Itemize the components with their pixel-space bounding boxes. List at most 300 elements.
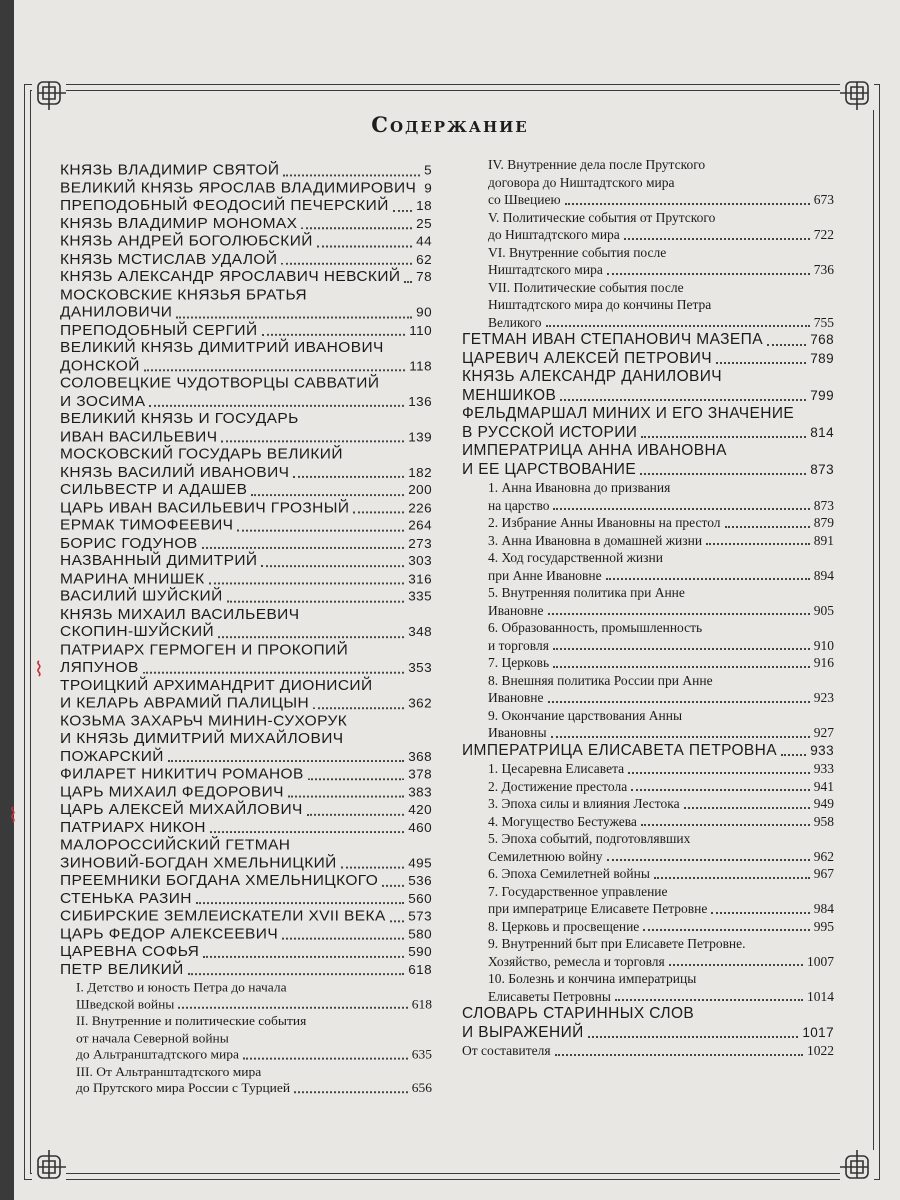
toc-entry-text: ВЕЛИКИЙ КНЯЗЬ ДИМИТРИЙ ИВАНОВИЧ [60, 339, 384, 356]
dot-leader [607, 273, 810, 275]
dot-leader [294, 1091, 408, 1093]
toc-page-number: 573 [408, 908, 432, 924]
toc-entry-text: ПАТРИАРХ ГЕРМОГЕН И ПРОКОПИЙ [60, 641, 349, 658]
toc-entry [60, 784, 432, 802]
dot-leader [606, 578, 810, 580]
toc-page-number: 536 [408, 873, 432, 888]
toc-entry-text: МОСКОВСКИЙ ГОСУДАРЬ ВЕЛИКИЙ [60, 446, 343, 463]
toc-entry-text: 9. Внутренний быт при Елисавете Петровне. [488, 936, 746, 951]
toc-entry [60, 198, 432, 216]
dot-leader [301, 227, 412, 229]
toc-entry [60, 1063, 432, 1097]
dot-leader [293, 476, 404, 478]
toc-page-number: 9 [424, 180, 433, 196]
dot-leader [624, 238, 810, 240]
toc-entry [462, 778, 834, 796]
toc-entry-text: ИМПЕРАТРИЦА ЕЛИСАВЕТА ПЕТРОВНА [462, 741, 778, 759]
toc-entry-text: 8. Внешняя политика России при Анне [488, 672, 713, 688]
toc-entry-text: 6. Эпоха Семилетней войны [488, 866, 650, 881]
toc-page-number: 5 [424, 162, 432, 178]
toc-entry-text: От составителя [462, 1043, 551, 1058]
toc-page-number: 1014 [807, 988, 834, 1004]
toc-entry-text: КНЯЗЬ МСТИСЛАВ УДАЛОЙ [60, 250, 278, 268]
toc-entry-text: И ЕЕ ЦАРСТВОВАНИЕ [462, 460, 637, 478]
toc-entry-text: ВЕЛИКИЙ КНЯЗЬ И ГОСУДАРЬ [60, 410, 299, 427]
toc-entry-text: и торговля [488, 637, 549, 653]
corner-ornament-bottom-right [840, 1150, 874, 1184]
dot-leader [781, 754, 806, 756]
toc-page-number: 768 [810, 332, 834, 347]
toc-page-number: 139 [408, 429, 432, 444]
dot-leader [353, 511, 404, 513]
toc-entry-text: ФИЛАРЕТ НИКИТИЧ РОМАНОВ [60, 765, 304, 783]
dot-leader [143, 671, 405, 673]
toc-entry-text: МЕНШИКОВ [462, 386, 557, 404]
dot-leader [706, 543, 810, 545]
dot-leader [716, 362, 806, 364]
toc-entry-text: ПАТРИАРХ НИКОН [60, 819, 206, 836]
toc-entry [60, 482, 432, 500]
dot-leader [144, 369, 405, 371]
dot-leader [628, 772, 810, 774]
toc-entry [60, 411, 432, 447]
toc-entry-text: 7. Государственное управление [488, 883, 668, 899]
toc-entry-text: ЦАРЬ АЛЕКСЕЙ МИХАЙЛОВИЧ [60, 801, 303, 818]
toc-left-column [60, 162, 432, 1097]
dot-leader [262, 334, 406, 336]
dot-leader [149, 405, 404, 407]
toc-entry-text: ТРОИЦКИЙ АРХИМАНДРИТ ДИОНИСИЙ [60, 677, 373, 694]
toc-entry [60, 713, 432, 766]
dot-leader [548, 613, 810, 615]
toc-entry [462, 883, 834, 918]
toc-entry-text: ПРЕЕМНИКИ БОГДАНА ХМЕЛЬНИЦКОГО [60, 872, 379, 889]
toc-entry-text: Ивановне [488, 690, 544, 705]
toc-page-number: 136 [408, 393, 432, 409]
toc-entry-text: МОСКОВСКИЕ КНЯЗЬЯ БРАТЬЯ [60, 286, 307, 303]
corner-ornament-top-right [840, 76, 874, 110]
toc-entry [60, 677, 432, 713]
toc-entry-text: СЛОВАРЬ СТАРИННЫХ СЛОВ [462, 1005, 695, 1022]
toc-entry [462, 156, 834, 209]
toc-entry-text: 2. Избрание Анны Ивановны на престол [488, 515, 721, 530]
toc-page-number: 335 [408, 589, 432, 604]
toc-page-number: 590 [408, 944, 432, 959]
dot-leader [281, 263, 412, 265]
toc-entry-text: 5. Внутренняя политика при Анне [488, 585, 685, 600]
toc-entry [60, 961, 432, 979]
toc-entry [60, 606, 432, 642]
toc-page-number: 910 [813, 637, 834, 653]
toc-page-number: 460 [408, 820, 432, 835]
toc-entry [462, 918, 834, 936]
toc-entry [60, 837, 432, 873]
toc-entry-text: Шведской войны [76, 996, 175, 1012]
dot-leader [767, 344, 806, 346]
toc-entry [462, 935, 834, 970]
toc-page-number: 264 [408, 518, 432, 533]
dot-leader [548, 701, 810, 703]
toc-page-number: 353 [408, 660, 432, 675]
toc-entry-text: 3. Анна Ивановна в домашней жизни [488, 532, 703, 548]
toc-entry-text: 4. Ход государственной жизни [488, 550, 663, 565]
toc-entry-text: Ништадтского мира до кончины Петра [488, 297, 712, 312]
toc-page-number: 78 [416, 269, 432, 284]
toc-page-number: 949 [813, 796, 834, 811]
toc-entry [462, 584, 834, 619]
dot-leader [551, 736, 810, 738]
toc-entry [60, 943, 432, 961]
toc-page-number: 1007 [807, 953, 834, 969]
toc-page-number: 736 [813, 262, 834, 277]
toc-entry-text: V. Политические события от Прутского [488, 209, 716, 225]
toc-page-number: 368 [408, 749, 432, 764]
toc-page-number: 873 [810, 461, 834, 477]
toc-entry-text: Великого [488, 314, 542, 330]
toc-page-number: 873 [813, 497, 834, 513]
dot-leader [282, 938, 404, 940]
dot-leader [641, 436, 806, 438]
toc-entry-text: В РУССКОЙ ИСТОРИИ [462, 423, 638, 441]
dot-leader [546, 325, 810, 327]
toc-entry [462, 405, 834, 442]
toc-entry-text: до Прутского мира России с Турцией [76, 1080, 291, 1096]
toc-page-number: 916 [813, 655, 834, 670]
toc-page-number: 378 [408, 766, 432, 782]
toc-page-number: 44 [416, 234, 432, 249]
dot-leader [168, 760, 404, 762]
dot-leader [684, 807, 810, 809]
toc-page-number: 1017 [802, 1024, 834, 1040]
red-pen-mark-2: ⌇ [8, 805, 18, 827]
toc-entry-text: 10. Болезнь и кончина императрицы [488, 971, 697, 986]
corner-ornament-top-left [32, 76, 66, 110]
toc-entry-text: I. Детство и юность Петра до начала [76, 979, 287, 995]
dot-leader [307, 813, 405, 815]
toc-page-number: 673 [813, 192, 834, 207]
toc-page-number: 891 [813, 532, 834, 548]
dot-leader [210, 831, 404, 833]
toc-entry [462, 368, 834, 405]
dot-leader [641, 824, 810, 826]
dot-leader [560, 399, 806, 401]
dot-leader [341, 867, 405, 869]
toc-page-number: 984 [813, 901, 834, 916]
toc-entry-text: до Ништадтского мира [488, 227, 620, 242]
toc-entry-text: ПРЕПОДОБНЫЙ СЕРГИЙ [60, 321, 258, 339]
toc-entry [462, 1005, 834, 1042]
toc-entry [462, 970, 834, 1005]
toc-page-number: 814 [810, 424, 834, 440]
toc-entry-text: II. Внутренние и политические события [76, 1013, 307, 1028]
dot-leader [178, 1007, 407, 1009]
toc-entry [60, 251, 432, 269]
toc-page-number: 383 [408, 784, 432, 799]
toc-entry-text: 9. Окончание царствования Анны [488, 707, 683, 723]
toc-entry [462, 760, 834, 778]
toc-page-number: 967 [813, 866, 834, 881]
toc-entry [60, 588, 432, 606]
toc-page-number: 618 [408, 962, 432, 977]
toc-entry [60, 286, 432, 322]
dot-leader [553, 508, 809, 510]
toc-entry-text: III. От Альтранштадтского мира [76, 1063, 262, 1079]
toc-page-number: 722 [813, 227, 834, 242]
toc-page-number: 62 [416, 251, 432, 267]
toc-entry [60, 553, 432, 571]
toc-entry [60, 233, 432, 251]
toc-entry-text: И ЗОСИМА [60, 392, 146, 410]
toc-page-number: 580 [408, 926, 432, 942]
dot-leader [218, 636, 404, 638]
dot-leader [553, 648, 810, 650]
toc-entry [60, 180, 432, 198]
toc-page-number: 182 [408, 464, 432, 480]
toc-entry-text: при Анне Ивановне [488, 567, 602, 583]
toc-page-number: 995 [813, 918, 834, 934]
toc-entry-text: ВЕЛИКИЙ КНЯЗЬ ЯРОСЛАВ ВЛАДИМИРОВИЧ [60, 179, 417, 197]
toc-page-number: 879 [813, 515, 834, 530]
dot-leader [196, 902, 404, 904]
toc-entry-text: 3. Эпоха силы и влияния Лестока [488, 796, 680, 811]
toc-entry-text: 2. Достижение престола [488, 778, 628, 794]
toc-entry [462, 331, 834, 350]
toc-entry [462, 672, 834, 707]
toc-entry [462, 479, 834, 514]
toc-page-number: 226 [408, 500, 432, 515]
toc-entry-text: VII. Политические события после [488, 279, 684, 295]
corner-ornament-bottom-left [32, 1150, 66, 1184]
toc-entry-text: ЦАРЬ ФЕДОР АЛЕКСЕЕВИЧ [60, 925, 279, 942]
dot-leader [553, 666, 810, 668]
toc-entry-text: ЦАРЕВНА СОФЬЯ [60, 943, 200, 960]
toc-page-number: 894 [813, 567, 834, 583]
dot-leader [317, 245, 412, 247]
toc-page-number: 962 [813, 848, 834, 864]
toc-entry-text: ВАСИЛИЙ ШУЙСКИЙ [60, 588, 223, 605]
toc-entry [60, 322, 432, 340]
toc-entry [462, 619, 834, 654]
dot-leader [725, 526, 810, 528]
toc-entry [60, 215, 432, 233]
toc-page-number: 110 [409, 322, 432, 338]
toc-entry [60, 890, 432, 908]
dot-leader [313, 707, 404, 709]
toc-entry-text: ПЕТР ВЕЛИКИЙ [60, 961, 184, 978]
toc-page-number: 495 [408, 855, 432, 870]
toc-entry-text: 4. Могущество Бестужева [488, 813, 637, 829]
toc-entry-text: И КЕЛАРЬ АВРАМИЙ ПАЛИЦЫН [60, 694, 310, 712]
toc-entry-text: на царство [488, 497, 550, 513]
toc-entry-text: ГЕТМАН ИВАН СТЕПАНОВИЧ МАЗЕПА [462, 331, 763, 348]
toc-page-number: 560 [408, 891, 432, 906]
toc-page-number: 789 [810, 350, 834, 366]
dot-leader [588, 1036, 799, 1038]
toc-entry-text: ПОЖАРСКИЙ [60, 748, 164, 765]
dot-leader [669, 964, 803, 966]
toc-page-number: 933 [810, 742, 834, 758]
toc-entry-text: СИЛЬВЕСТР И АДАШЕВ [60, 481, 248, 498]
toc-entry-text: от начала Северной войны [76, 1030, 229, 1045]
toc-page-number: 348 [408, 624, 432, 640]
toc-entry [60, 535, 432, 553]
toc-entry-text: КНЯЗЬ АЛЕКСАНДР ЯРОСЛАВИЧ НЕВСКИЙ [60, 268, 401, 285]
dot-leader [243, 1057, 408, 1059]
toc-page-number: 923 [813, 690, 834, 705]
toc-entry-text: КНЯЗЬ МИХАИЛ ВАСИЛЬЕВИЧ [60, 606, 300, 623]
toc-right-column [462, 156, 834, 1060]
toc-entry [462, 209, 834, 244]
toc-entry [462, 350, 834, 369]
toc-page-number: 958 [813, 813, 834, 829]
dot-leader [640, 473, 806, 475]
dot-leader [288, 796, 404, 798]
toc-entry [462, 707, 834, 742]
toc-entry-text: Ништадтского мира [488, 262, 603, 277]
toc-entry [60, 872, 432, 890]
toc-entry-text: КНЯЗЬ АЛЕКСАНДР ДАНИЛОВИЧ [462, 368, 723, 385]
dot-leader [227, 600, 405, 602]
toc-entry-text: 1. Цесаревна Елисавета [488, 761, 625, 776]
toc-entry-text: МАРИНА МНИШЕК [60, 570, 205, 587]
toc-entry [60, 499, 432, 517]
dot-leader [283, 174, 420, 176]
toc-entry [462, 865, 834, 883]
dot-leader [615, 999, 803, 1001]
toc-page-number: 941 [813, 778, 834, 794]
toc-entry [60, 269, 432, 287]
toc-page-number: 618 [411, 996, 432, 1012]
toc-entry-text: 1. Анна Ивановна до призвания [488, 480, 671, 495]
toc-entry-text: IV. Внутренние дела после Прутского [488, 157, 706, 172]
dot-leader [261, 565, 404, 567]
toc-entry [462, 442, 834, 479]
toc-page-number: 25 [416, 216, 432, 231]
dot-leader [176, 316, 412, 318]
dot-leader [237, 529, 404, 531]
toc-page-number: 18 [416, 198, 432, 213]
page-title: Содержание [371, 112, 529, 137]
toc-entry-text: VI. Внутренние события после [488, 244, 667, 260]
toc-page-number: 273 [408, 535, 432, 551]
toc-entry [462, 830, 834, 865]
toc-entry [60, 979, 432, 1013]
toc-entry-text: КНЯЗЬ АНДРЕЙ БОГОЛЮБСКИЙ [60, 233, 313, 250]
toc-entry [462, 654, 834, 672]
toc-entry-text: ДОНСКОЙ [60, 357, 140, 374]
dot-leader [711, 912, 809, 914]
toc-entry [462, 742, 834, 761]
toc-entry [462, 244, 834, 279]
toc-entry-text: Елисаветы Петровны [488, 988, 611, 1004]
toc-entry [60, 766, 432, 784]
toc-entry [462, 514, 834, 532]
toc-entry-text: КНЯЗЬ ВАСИЛИЙ ИВАНОВИЧ [60, 463, 290, 481]
toc-entry-text: 6. Образованность, промышленность [488, 620, 703, 635]
toc-entry-text: ЛЯПУНОВ [60, 659, 139, 676]
toc-entry [60, 801, 432, 819]
toc-page-number: 362 [408, 695, 432, 711]
toc-entry [462, 279, 834, 332]
toc-entry-text: СКОПИН-ШУЙСКИЙ [60, 623, 215, 641]
toc-entry-text: ИМПЕРАТРИЦА АННА ИВАНОВНА [462, 442, 727, 459]
toc-entry [60, 446, 432, 482]
dot-leader [308, 778, 405, 780]
toc-entry [60, 517, 432, 535]
toc-entry [60, 340, 432, 376]
toc-entry [462, 813, 834, 831]
dot-leader [209, 582, 405, 584]
toc-entry-text: ИВАН ВАСИЛЬЕВИЧ [60, 428, 218, 445]
dot-leader [555, 1054, 803, 1056]
toc-page-number: 933 [813, 761, 834, 776]
dot-leader [390, 920, 405, 922]
dot-leader [188, 973, 405, 975]
toc-entry-text: БОРИС ГОДУНОВ [60, 534, 198, 552]
toc-page-number: 755 [813, 314, 834, 330]
toc-entry-text: ЦАРЬ ИВАН ВАСИЛЬЕВИЧ ГРОЗНЫЙ [60, 499, 350, 516]
dot-leader [203, 955, 404, 957]
dot-leader [565, 203, 810, 205]
toc-entry [60, 570, 432, 588]
toc-entry-text: ДАНИЛОВИЧИ [60, 304, 173, 321]
toc-entry [462, 1042, 834, 1060]
toc-entry-text: со Швециею [488, 192, 561, 207]
toc-entry-text: ЗИНОВИЙ-БОГДАН ХМЕЛЬНИЦКИЙ [60, 854, 337, 871]
toc-entry-text: 5. Эпоха событий, подготовлявших [488, 831, 691, 846]
dot-leader [643, 929, 809, 931]
toc-entry [60, 926, 432, 944]
toc-entry-text: КНЯЗЬ ВЛАДИМИР МОНОМАХ [60, 215, 298, 232]
dot-leader [221, 440, 404, 442]
toc-entry-text: до Альтранштадтского мира [76, 1047, 239, 1062]
dot-leader [404, 281, 412, 283]
toc-entry-text: СОЛОВЕЦКИЕ ЧУДОТВОРЦЫ САВВАТИЙ [60, 375, 380, 392]
toc-entry [462, 549, 834, 584]
toc-entry-text: И ВЫРАЖЕНИЙ [462, 1023, 584, 1041]
toc-entry-text: Хозяйство, ремесла и торговля [488, 953, 665, 969]
toc-entry-text: 7. Церковь [488, 655, 550, 670]
toc-page-number: 420 [408, 802, 432, 817]
toc-page-number: 905 [813, 602, 834, 618]
toc-entry-text: НАЗВАННЫЙ ДИМИТРИЙ [60, 552, 258, 570]
toc-entry [60, 908, 432, 926]
toc-page-number: 316 [408, 571, 432, 586]
dot-leader [607, 859, 810, 861]
toc-entry [462, 532, 834, 550]
toc-entry-text: СИБИРСКИЕ ЗЕМЛЕИСКАТЕЛИ XVII ВЕКА [60, 907, 386, 925]
toc-entry-text: ФЕЛЬДМАРШАЛ МИНИХ И ЕГО ЗНАЧЕНИЕ [462, 405, 795, 422]
toc-page-number: 656 [411, 1080, 432, 1096]
toc-page-number: 118 [409, 358, 432, 373]
toc-entry-text: КНЯЗЬ ВЛАДИМИР СВЯТОЙ [60, 162, 280, 179]
toc-entry-text: 8. Церковь и просвещение [488, 918, 640, 934]
toc-entry-text: ЦАРЕВИЧ АЛЕКСЕЙ ПЕТРОВИЧ [462, 349, 713, 367]
toc-page-number: 303 [408, 553, 432, 569]
toc-entry-text: СТЕНЬКА РАЗИН [60, 890, 192, 907]
toc-entry-text: Ивановны [488, 725, 547, 740]
toc-entry [60, 642, 432, 678]
toc-page-number: 927 [813, 725, 834, 740]
toc-entry-text: Семилетнюю войну [488, 848, 603, 864]
dot-leader [393, 210, 412, 212]
toc-entry-text: МАЛОРОССИЙСКИЙ ГЕТМАН [60, 836, 291, 854]
dot-leader [382, 884, 404, 886]
dot-leader [202, 547, 405, 549]
toc-entry-text: ЕРМАК ТИМОФЕЕВИЧ [60, 517, 234, 534]
toc-entry-text: КОЗЬМА ЗАХАРЬЧ МИНИН-СУХОРУК [60, 712, 348, 729]
toc-entry [462, 795, 834, 813]
